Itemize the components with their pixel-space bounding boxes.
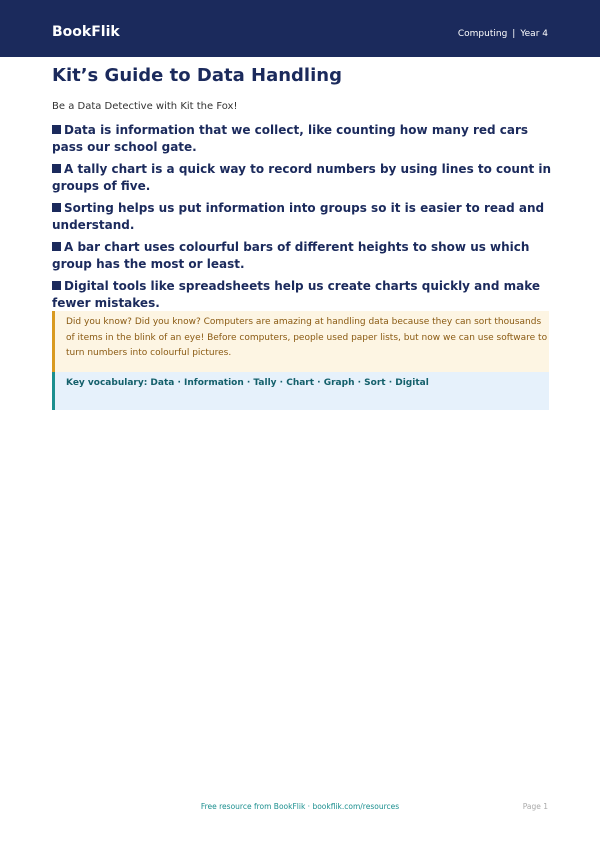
list-item — [52, 161, 552, 194]
year-label: Year 4 — [520, 29, 548, 39]
page-title: Kit’s Guide to Data Handling — [52, 65, 342, 86]
square-bullet-icon — [52, 281, 61, 290]
page-number: Page 1 — [522, 802, 548, 811]
list-item-text: A tally chart is a quick way to record numbers by using lines to count in groups of five. — [52, 162, 552, 193]
subject-label: Computing — [457, 29, 508, 39]
brand-logo[interactable]: BookFlik — [52, 24, 120, 40]
list-item — [52, 239, 552, 272]
square-bullet-icon — [52, 203, 61, 212]
header-bar — [0, 0, 600, 57]
square-bullet-icon — [52, 164, 61, 173]
fact-text: Did you know? Did you know? Computers are amazing at handling data because they can sort thousands of items in the blink of an eye! Before computers, people used paper lists, but now we can use software to turn numbers into colourful pictures. — [66, 317, 548, 358]
list-item-text: Sorting helps us put information into groups so it is easier to read and understand. — [52, 201, 545, 232]
meta-separator: | — [512, 29, 516, 39]
list-item — [52, 278, 552, 311]
key-vocabulary-box — [52, 372, 549, 410]
list-item-text: Digital tools like spreadsheets help us create charts quickly and make fewer mistakes. — [52, 279, 540, 310]
key-points-list — [52, 122, 552, 317]
square-bullet-icon — [52, 242, 61, 251]
list-item — [52, 122, 552, 155]
list-item-text: Data is information that we collect, like counting how many red cars pass our school gate. — [52, 123, 529, 154]
footer-resource-link[interactable]: Free resource from BookFlik · bookflik.com/resources — [200, 802, 400, 811]
did-you-know-box — [52, 311, 549, 372]
header-meta — [458, 28, 548, 40]
square-bullet-icon — [52, 125, 61, 134]
list-item-text: A bar chart uses colourful bars of different heights to show us which group has the most or least. — [52, 240, 530, 271]
vocabulary-text: Key vocabulary: Data · Information · Tally · Chart · Graph · Sort · Digital — [66, 378, 429, 388]
list-item — [52, 200, 552, 233]
page-subtitle: Be a Data Detective with Kit the Fox! — [52, 101, 238, 112]
